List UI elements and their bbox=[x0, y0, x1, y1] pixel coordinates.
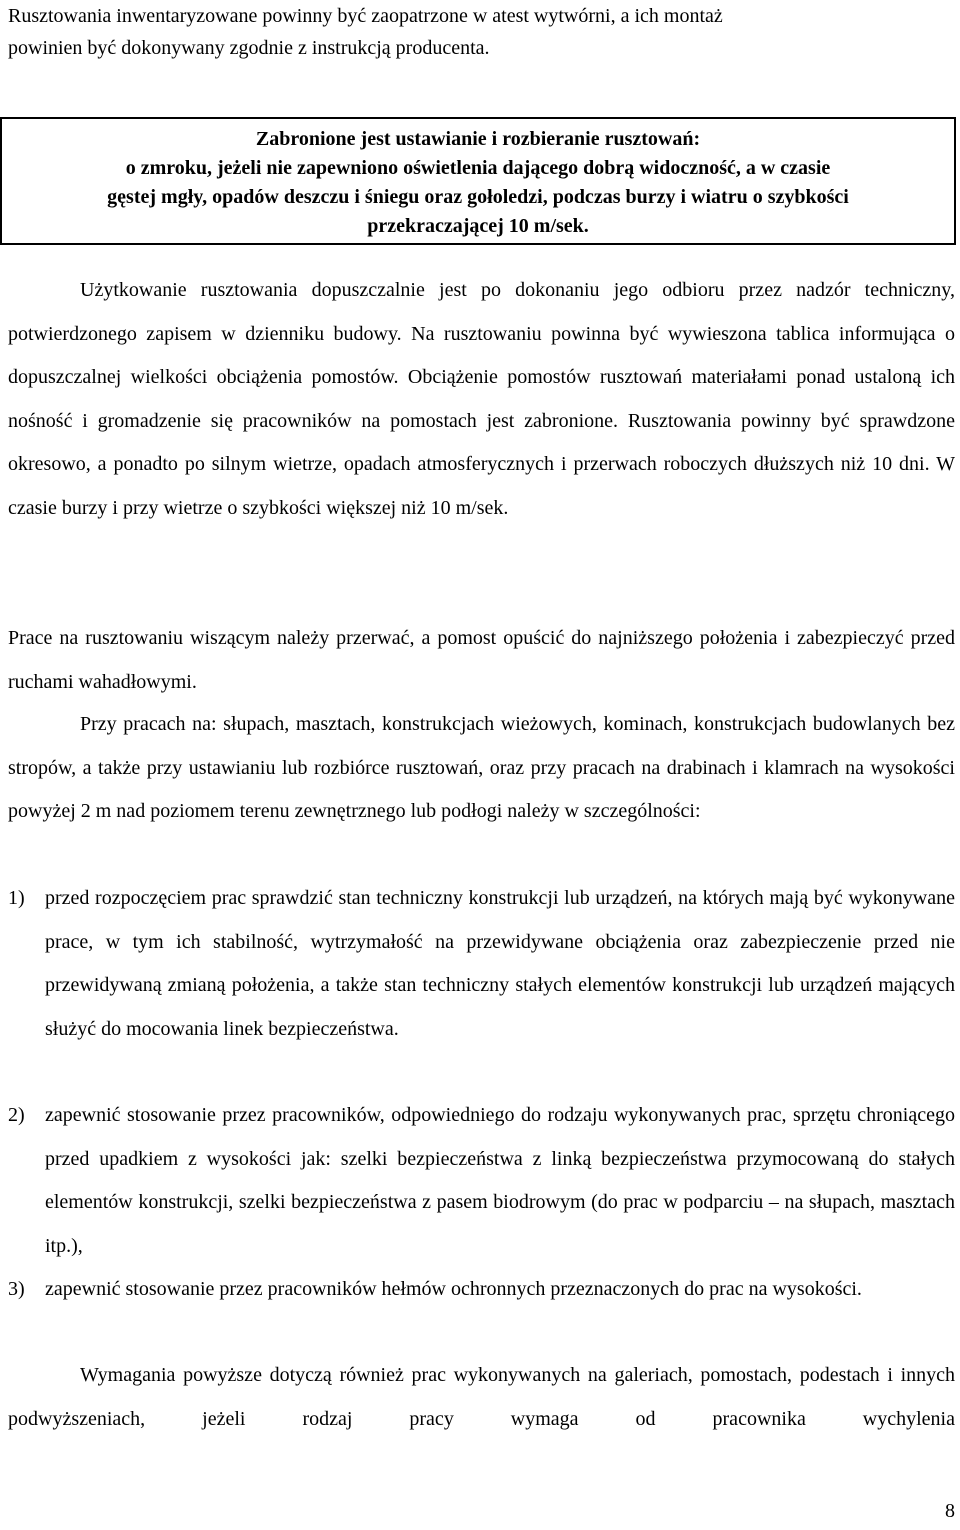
prohibition-line: o zmroku, jeżeli nie zapewniono oświetlenia dającego dobrą widoczność, a w czasie bbox=[125, 157, 831, 179]
heights-paragraph: Przy pracach na: słupach, masztach, konstrukcjach wieżowych, kominach, konstrukcjach budowlanych bez stropów, a także przy ustawianiu lub rozbiórce rusztowań, oraz przy pracach na drabinach i klamrach na wysokości powyżej 2 m nad poziomem terenu zewnętrznego lub podłogi należy w szczególności: bbox=[8, 713, 955, 822]
list-item-number: 1) bbox=[8, 887, 25, 909]
list-item-number: 2) bbox=[8, 1104, 25, 1126]
prohibition-line: przekraczającej 10 m/sek. bbox=[367, 215, 589, 237]
list-item bbox=[8, 877, 955, 1051]
page-number: 8 bbox=[945, 1500, 955, 1522]
intro-line-2: powinien być dokonywany zgodnie z instrukcją producenta. bbox=[8, 37, 490, 59]
list-item-number: 3) bbox=[8, 1278, 25, 1300]
usage-paragraph: Użytkowanie rusztowania dopuszczalnie jest po dokonaniu jego odbioru przez nadzór techniczny, potwierdzonego zapisem w dzienniku budowy. Na rusztowaniu powinna być wywieszona tablica informująca o dopuszczalnej wielkości obciążenia pomostów. Obciążenie pomostów rusztowań materiałami ponad ustaloną ich nośność i gromadzenie się pracowników na pomostach jest zabronione. Rusztowania powinny być sprawdzone okresowo, a ponadto po silnym wietrze, opadach atmosferycznych i przerwach roboczych dłuższych niż 10 dni. W czasie burzy i przy wietrze o szybkości większej niż 10 m/sek. bbox=[8, 279, 955, 519]
list-item bbox=[8, 1094, 955, 1268]
list-item-text: zapewnić stosowanie przez pracowników hełmów ochronnych przeznaczonych do prac na wysokości. bbox=[45, 1278, 862, 1300]
intro-line-1: Rusztowania inwentaryzowane powinny być zaopatrzone w atest wytwórni, a ich montaż bbox=[8, 5, 723, 27]
prohibition-line: gęstej mgły, opadów deszczu i śniegu oraz gołoledzi, podczas burzy i wiatru o szybkości bbox=[107, 186, 849, 208]
intro-paragraph bbox=[8, 0, 955, 64]
requirements-paragraph: Wymagania powyższe dotyczą również prac wykonywanych na galeriach, pomostach, podestach i innych podwyższeniach, jeżeli rodzaj pracy wymaga od pracownika wychylenia bbox=[8, 1364, 955, 1430]
prohibition-heading: Zabronione jest ustawianie i rozbieranie rusztowań: bbox=[255, 128, 701, 150]
prohibition-box bbox=[0, 117, 956, 245]
hanging-scaffold-paragraph: Prace na rusztowaniu wiszącym należy przerwać, a pomost opuścić do najniższego położenia i zabezpieczyć przed ruchami wahadłowymi. bbox=[8, 627, 955, 693]
list-item-text: zapewnić stosowanie przez pracowników, odpowiedniego do rodzaju wykonywanych prac, sprzętu chroniącego przed upadkiem z wysokości jak: szelki bezpieczeństwa z linką bezpieczeństwa przymocowaną do stałych elementów konstrukcji, szelki bezpieczeństwa z pasem biodrowym (do prac w podparciu – na słupach, masztach itp.), bbox=[45, 1104, 955, 1257]
list-item-text: przed rozpoczęciem prac sprawdzić stan techniczny konstrukcji lub urządzeń, na których mają być wykonywane prace, w tym ich stabilność, wytrzymałość na przewidywane obciążenia oraz zabezpieczenie przed nie przewidywaną zmianą położenia, a także stan techniczny stałych elementów konstrukcji lub urządzeń mających służyć do mocowania linek bezpieczeństwa. bbox=[45, 887, 955, 1040]
list-item bbox=[8, 1268, 955, 1312]
